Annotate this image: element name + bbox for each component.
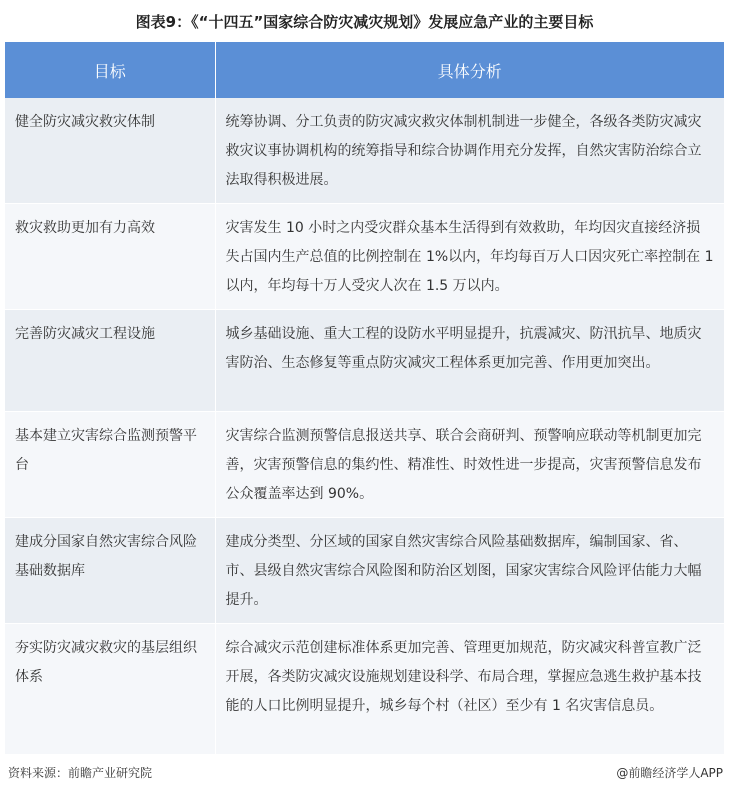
table-row [5, 98, 724, 204]
goal-cell: 救灾救助更加有力高效 [5, 204, 215, 310]
table-row [5, 412, 724, 518]
goal-cell: 健全防灾减灾救灾体制 [5, 98, 215, 204]
goals-table [5, 42, 724, 755]
goal-cell: 夯实防灾减灾救灾的基层组织体系 [5, 624, 215, 755]
brand-credit: @前瞻经济学人APP [616, 766, 723, 780]
analysis-cell: 城乡基础设施、重大工程的设防水平明显提升，抗震减灾、防汛抗旱、地质灾害防治、生态修复等重点防灾减灾工程体系更加完善、作用更加突出。 [215, 310, 724, 412]
analysis-cell: 灾害综合监测预警信息报送共享、联合会商研判、预警响应联动等机制更加完善，灾害预警信息的集约性、精准性、时效性进一步提高，灾害预警信息发布公众覆盖率达到 90%。 [215, 412, 724, 518]
goals-table-container [5, 42, 724, 755]
goal-cell: 完善防灾减灾工程设施 [5, 310, 215, 412]
source-note: 资料来源：前瞻产业研究院 [8, 766, 153, 780]
page-title: 图表9：《“十四五”国家综合防灾减灾规划》发展应急产业的主要目标 [135, 12, 594, 31]
column-header-goal: 目标 [5, 42, 215, 98]
goal-cell: 基本建立灾害综合监测预警平台 [5, 412, 215, 518]
table-row [5, 204, 724, 310]
column-header-analysis: 具体分析 [215, 42, 724, 98]
analysis-cell: 灾害发生 10 小时之内受灾群众基本生活得到有效救助，年均因灾直接经济损失占国内生产总值的比例控制在 1%以内，年均每百万人口因灾死亡率控制在 1 以内，年均每十万人受灾人次在 1.5 万以内。 [215, 204, 724, 310]
table-row [5, 518, 724, 624]
table-row [5, 624, 724, 755]
table-row [5, 310, 724, 412]
footer [0, 760, 729, 784]
goal-cell: 建成分国家自然灾害综合风险基础数据库 [5, 518, 215, 624]
analysis-cell: 综合减灾示范创建标准体系更加完善、管理更加规范，防灾减灾科普宣教广泛开展，各类防灾减灾设施规划建设科学、布局合理，掌握应急逃生救护基本技能的人口比例明显提升，城乡每个村（社区）至少有 1 名灾害信息员。 [215, 624, 724, 755]
table-header-row [5, 42, 724, 98]
analysis-cell: 统筹协调、分工负责的防灾减灾救灾体制机制进一步健全，各级各类防灾减灾救灾议事协调机构的统筹指导和综合协调作用充分发挥，自然灾害防治综合立法取得积极进展。 [215, 98, 724, 204]
analysis-cell: 建成分类型、分区域的国家自然灾害综合风险基础数据库，编制国家、省、市、县级自然灾害综合风险图和防治区划图，国家灾害综合风险评估能力大幅提升。 [215, 518, 724, 624]
